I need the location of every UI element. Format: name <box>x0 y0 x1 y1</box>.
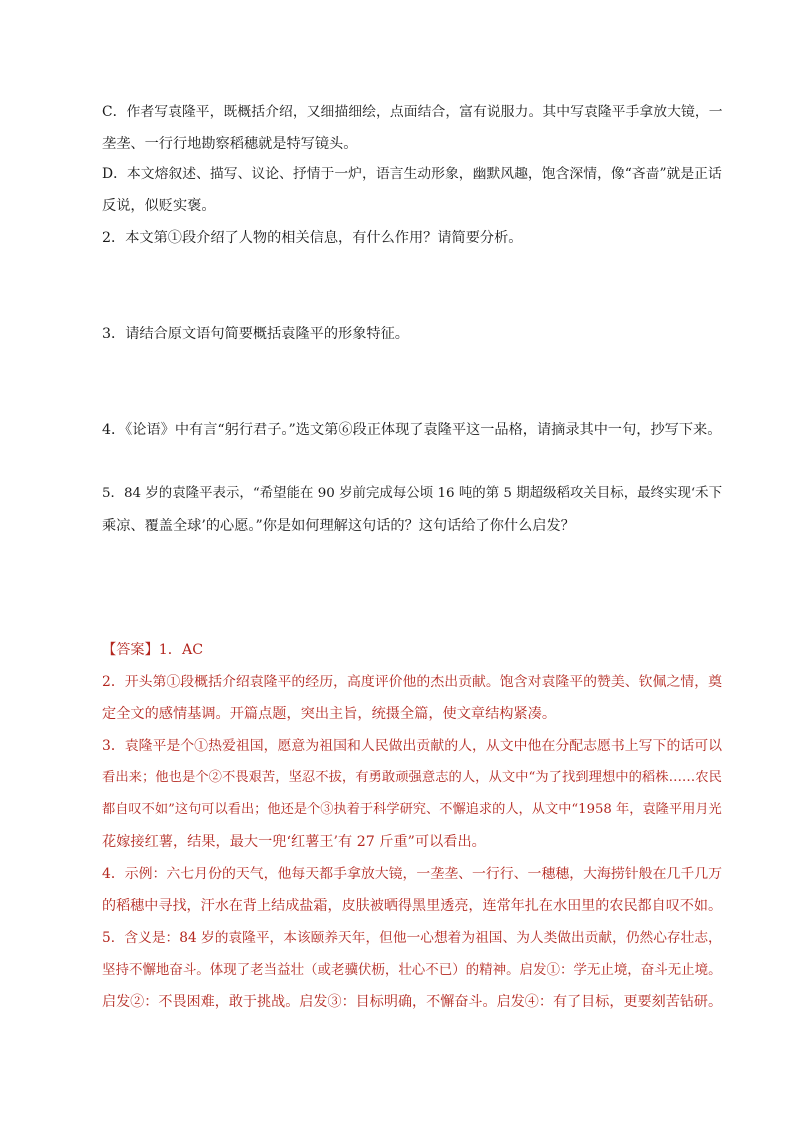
option-c <box>102 96 722 160</box>
answer-2 <box>102 666 722 730</box>
answer-5-line-1: 5．含义是：84 岁的袁隆平，本该颐养天年，但他一心想着为祖国、为人类做出贡献，仍然心存壮志， <box>102 930 722 946</box>
answer-1: 1．AC <box>158 642 204 658</box>
answer-5-line-2: 坚持不懈地奋斗。体现了老当益壮（或老骥伏枥，壮心不已）的精神。启发①：学无止境，奋斗无止境。 <box>102 962 722 978</box>
answer-tag: 【答案】 <box>102 642 159 658</box>
option-c-line-2: 垄垄、一行行地勘察稻穗就是特写镜头。 <box>102 136 358 152</box>
option-d <box>102 158 722 222</box>
option-c-line-1: C．作者写袁隆平，既概括介绍，又细描细绘，点面结合，富有说服力。其中写袁隆平手拿放大镜，一 <box>102 104 723 120</box>
question-3-text: 3．请结合原文语句简要概括袁隆平的形象特征。 <box>102 326 409 342</box>
question-5 <box>102 478 722 542</box>
answer-4-line-2: 的稻穗中寻找，汗水在背上结成盐霜，皮肤被晒得黑里透亮，连常年扎在水田里的农民都自叹不如。 <box>102 898 723 914</box>
question-3 <box>102 318 722 350</box>
question-5-line-1: 5．84 岁的袁隆平表示，“希望能在 90 岁前完成每公顷 16 吨的第 5 期超级稻攻关目标，最终实现‘禾下 <box>102 486 723 501</box>
answer-2-line-2: 定全文的感情基调。开篇点题，突出主旨，统摄全篇，使文章结构紧凑。 <box>102 706 557 722</box>
answer-3-line-1: 3．袁隆平是个①热爱祖国，愿意为祖国和人民做出贡献的人，从文中他在分配志愿书上写下的话可以 <box>102 738 723 754</box>
answer-3 <box>102 730 722 858</box>
answer-3-line-2: 看出来；他也是个②不畏艰苦，坚忍不拔，有勇敢顽强意志的人，从文中“为了找到理想中的稻株……农民 <box>102 770 722 785</box>
answer-4 <box>102 858 722 922</box>
answer-4-line-1: 4．示例：六七月份的天气，他每天都手拿放大镜，一垄垄、一行行、一穗穗，大海捞针般在几千几万 <box>102 866 723 882</box>
answer-header <box>102 634 722 666</box>
question-4-text: 4．《论语》中有言“躬行君子。”选文第⑥段正体现了袁隆平这一品格，请摘录其中一句，抄写下来。 <box>102 422 722 438</box>
answer-3-line-4: 花嫁接红薯，结果，最大一兜‘红薯王’有 27 斤重”可以看出。 <box>102 834 486 850</box>
answer-3-line-3: 都自叹不如”这句可以看出；他还是个③执着于科学研究、不懈追求的人，从文中“1958 年，袁隆平用月光 <box>102 802 722 817</box>
question-5-line-2: 乘凉、覆盖全球’的心愿。”你是如何理解这句话的？这句话给了你什么启发？ <box>102 518 575 534</box>
question-4 <box>102 414 722 446</box>
question-2 <box>102 222 722 254</box>
answer-5 <box>102 922 722 1018</box>
question-2-text: 2．本文第①段介绍了人物的相关信息，有什么作用？请简要分析。 <box>102 230 523 246</box>
answer-5-line-3: 启发②：不畏困难，敢于挑战。启发③：目标明确，不懈奋斗。启发④：有了目标，更要刻苦钻研。 <box>102 994 723 1010</box>
option-d-line-2: 反说，似贬实褒。 <box>102 198 216 214</box>
option-d-line-1: D．本文熔叙述、描写、议论、抒情于一炉，语言生动形象，幽默风趣，饱含深情，像“吝啬”就是正话 <box>102 166 722 182</box>
answer-2-line-1: 2．开头第①段概括介绍袁隆平的经历，高度评价他的杰出贡献。饱含对袁隆平的赞美、钦佩之情，奠 <box>102 674 723 690</box>
